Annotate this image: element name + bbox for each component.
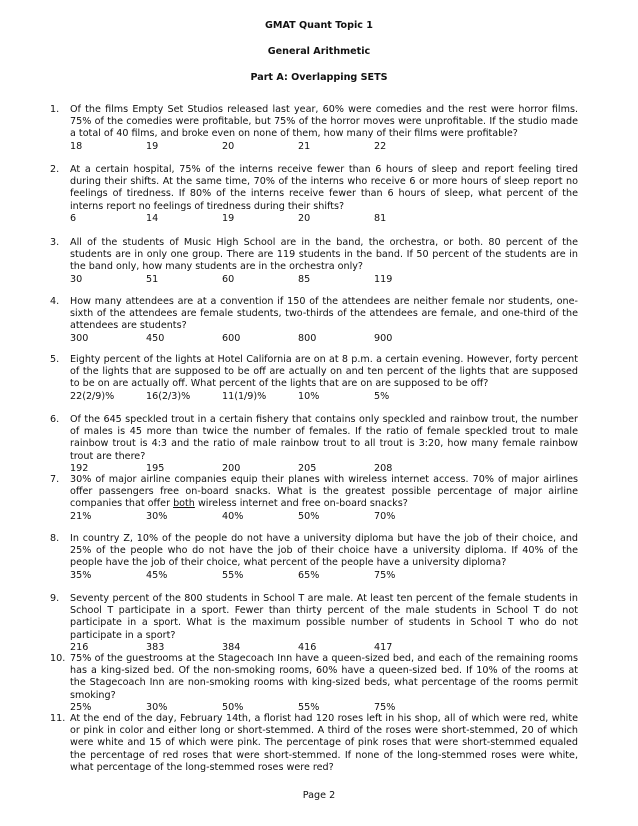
answer-choice: 60 [222, 273, 235, 285]
question-number: 3. [50, 237, 60, 248]
answer-choice: 16(2/3)% [146, 390, 191, 402]
answer-choice: 383 [146, 641, 165, 653]
question-text: Of the 645 speckled trout in a certain fishery that contains only speckled and rainbow trout, the number of males is 45 more than twice the number of females. If the ratio of female speckled trout to male rainbow trout is 4:3 and the ratio of male rainbow trout to all trout is 3:20, how many female rainbow trout are there? [70, 414, 578, 462]
question-text: Seventy percent of the 800 students in School T are male. At least ten percent of the female students in School T participate in a sport. Fewer than thirty percent of the male students in School T do not participate in a sport. What is the maximum possible number of students in School T who do not participate in a sport? [70, 593, 578, 641]
question-5 [50, 354, 578, 403]
document-section: General Arithmetic [267, 46, 371, 57]
answer-choice: 75% [374, 569, 396, 581]
answer-choice: 6 [70, 212, 77, 224]
question-3 [50, 237, 578, 286]
document-part: Part A: Overlapping SETS [250, 72, 388, 83]
answer-choices [70, 511, 578, 523]
answer-choices [70, 274, 578, 286]
answer-choice: 25% [70, 701, 92, 713]
question-2 [50, 164, 578, 225]
answer-choice: 65% [298, 569, 320, 581]
question-text: How many attendees are at a convention if 150 of the attendees are neither female nor students, one-sixth of the attendees are female students, two-thirds of the attendees are female, and one-third of the attendees are students? [70, 296, 578, 332]
answer-choice: 208 [374, 462, 393, 474]
answer-choice: 119 [374, 273, 393, 285]
answer-choices [70, 570, 578, 582]
answer-choice: 50% [222, 701, 244, 713]
question-11 [50, 713, 578, 774]
answer-choice: 81 [374, 212, 387, 224]
answer-choice: 200 [222, 462, 241, 474]
answer-choice: 195 [146, 462, 165, 474]
answer-choices [70, 333, 578, 345]
answer-choice: 20 [298, 212, 311, 224]
answer-choice: 50% [298, 510, 320, 522]
answer-choice: 85 [298, 273, 311, 285]
question-number: 5. [50, 354, 60, 365]
answer-choice: 70% [374, 510, 396, 522]
answer-choice: 300 [70, 332, 89, 344]
question-text [70, 474, 578, 511]
answer-choice: 75% [374, 701, 396, 713]
question-number: 11. [50, 713, 66, 724]
answer-choice: 11(1/9)% [222, 390, 267, 402]
question-text: Eighty percent of the lights at Hotel California are on at 8 p.m. a certain evening. However, forty percent of the lights that are supposed to be off are actually on and ten percent of the lights that are supposed to be on are actually off. What percent of the lights that are on are supposed to be off? [70, 354, 578, 390]
answer-choice: 55% [298, 701, 320, 713]
answer-choice: 45% [146, 569, 168, 581]
question-number: 7. [50, 474, 60, 485]
question-text: Of the films Empty Set Studios released last year, 60% were comedies and the rest were horror films. 75% of the comedies were profitable, but 75% of the horror moves were unprofitable. If the studio made a total of 40 films, and broke even on none of them, how many of their films were profitable? [70, 104, 578, 140]
answer-choice: 600 [222, 332, 241, 344]
answer-choice: 19 [222, 212, 235, 224]
answer-choice: 18 [70, 140, 83, 152]
answer-choice: 417 [374, 641, 393, 653]
question-text: All of the students of Music High School are in the band, the orchestra, or both. 80 percent of the students are in only one group. There are 119 students in the band. If 50 percent of the students are in the band only, how many students are in the orchestra only? [70, 237, 578, 273]
answer-choice: 20 [222, 140, 235, 152]
answer-choice: 205 [298, 462, 317, 474]
answer-choice: 216 [70, 641, 89, 653]
question-number: 8. [50, 533, 60, 544]
answer-choices [70, 391, 578, 403]
answer-choice: 30 [70, 273, 83, 285]
answer-choice: 55% [222, 569, 244, 581]
answer-choice: 30% [146, 701, 168, 713]
question-number: 6. [50, 414, 60, 425]
answer-choice: 21% [70, 510, 92, 522]
answer-choice: 51 [146, 273, 159, 285]
answer-choice: 450 [146, 332, 165, 344]
question-number: 10. [50, 653, 66, 664]
question-text: In country Z, 10% of the people do not have a university diploma but have the job of their choice, and 25% of the people who do not have the job of their choice have a university diploma. If 40% of the people have the job of their choice, what percent of the people have a university diploma? [70, 533, 578, 569]
answer-choice: 800 [298, 332, 317, 344]
answer-choice: 35% [70, 569, 92, 581]
question-text: At a certain hospital, 75% of the interns receive fewer than 6 hours of sleep and report feeling tired during their shifts. At the same time, 70% of the interns who receive 6 or more hours of sleep report no feelings of tiredness. If 80% of the interns receive fewer than 6 hours of sleep, what percent of the interns report no feelings of tiredness during their shifts? [70, 164, 578, 212]
question-text-part: 30% of major airline companies equip their planes with wireless internet access. 70% of major airlines offer passengers free on-board snacks. What is the greatest possible percentage of major airline companies that offer [70, 474, 578, 510]
question-number: 9. [50, 593, 60, 604]
answer-choice: 40% [222, 510, 244, 522]
answer-choice: 21 [298, 140, 311, 152]
answer-choice: 30% [146, 510, 168, 522]
question-1 [50, 104, 578, 153]
answer-choice: 22(2/9)% [70, 390, 115, 402]
page-number: Page 2 [302, 790, 336, 801]
answer-choice: 19 [146, 140, 159, 152]
question-text-part: wireless internet and free on-board snacks? [194, 498, 408, 510]
answer-choice: 416 [298, 641, 317, 653]
answer-choice: 10% [298, 390, 320, 402]
answer-choice: 900 [374, 332, 393, 344]
question-number: 1. [50, 104, 60, 115]
question-9 [50, 593, 578, 654]
document-topic: GMAT Quant Topic 1 [265, 20, 373, 31]
question-6 [50, 414, 578, 475]
answer-choice: 192 [70, 462, 89, 474]
question-7 [50, 474, 578, 523]
question-10 [50, 653, 578, 714]
question-text: 75% of the guestrooms at the Stagecoach Inn have a queen-sized bed, and each of the remaining rooms has a king-sized bed. Of the non-smoking rooms, 60% have a queen-sized bed. If 10% of the rooms at the Stagecoach Inn are non-smoking rooms with king-sized beds, what percentage of the rooms permit smoking? [70, 653, 578, 701]
underlined-word: both [173, 498, 195, 510]
answer-choice: 14 [146, 212, 159, 224]
question-4 [50, 296, 578, 345]
question-number: 2. [50, 164, 60, 175]
answer-choice: 5% [374, 390, 390, 402]
answer-choice: 384 [222, 641, 241, 653]
question-text: At the end of the day, February 14th, a florist had 120 roses left in his shop, all of which were red, white or pink in color and either long or short-stemmed. A third of the roses were short-stemmed, 20 of which were white and 15 of which were pink. The percentage of pink roses that were short-stemmed equaled the percentage of red roses that were short-stemmed. If none of the long-stemmed roses were white, what percentage of the long-stemmed roses were red? [70, 713, 578, 773]
answer-choice: 22 [374, 140, 387, 152]
answer-choices [70, 213, 578, 225]
question-number: 4. [50, 296, 60, 307]
question-8 [50, 533, 578, 582]
answer-choices [70, 141, 578, 153]
